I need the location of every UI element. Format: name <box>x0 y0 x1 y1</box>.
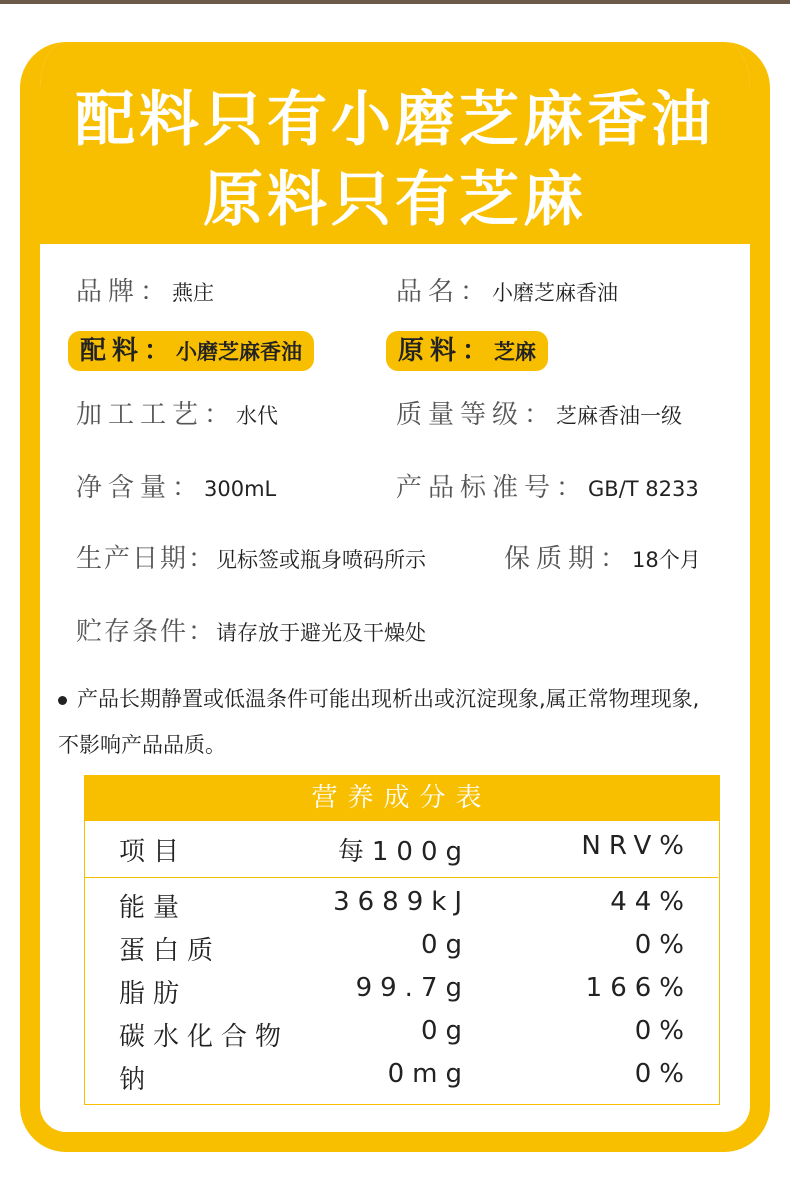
field-value: 芝麻 <box>494 340 537 364</box>
field-value: 芝麻香油一级 <box>556 404 683 428</box>
field-ingredients <box>68 331 314 371</box>
top-divider <box>0 0 790 4</box>
field-label: 净含量： <box>76 473 205 503</box>
field-value: 小磨芝麻香油 <box>176 340 303 364</box>
field-value: 见标签或瓶身喷码所示 <box>216 548 427 572</box>
field-label: 品牌： <box>76 277 173 307</box>
note-text: 产品长期静置或低温条件可能出现析出或沉淀现象,属正常物理现象,不影响产品品质。 <box>58 687 700 757</box>
field-label: 加工工艺： <box>76 400 237 430</box>
row-item: 碳水化合物 <box>119 1022 290 1052</box>
row-per100g: 0g <box>420 930 470 960</box>
header-item: 项目 <box>119 837 188 867</box>
row-per100g: 3689kJ <box>333 887 470 917</box>
field-value: 水代 <box>236 404 279 428</box>
row-item: 蛋白质 <box>119 936 222 966</box>
table-row <box>85 1016 718 1060</box>
field-net-content <box>76 468 276 508</box>
row-per100g: 99.7g <box>355 973 470 1003</box>
storage-note <box>58 676 718 768</box>
row-per100g: 0g <box>420 1016 470 1046</box>
row-per100g: 0mg <box>387 1059 470 1089</box>
field-value: 请存放于避光及干燥处 <box>216 621 427 645</box>
field-grade <box>396 395 682 435</box>
header-per100g: 每100g <box>337 837 470 867</box>
row-nrv: 0% <box>634 1059 692 1089</box>
row-nrv: 44% <box>610 887 692 917</box>
row-nrv: 166% <box>585 973 692 1003</box>
field-production-date <box>76 539 426 579</box>
field-label: 配料： <box>80 336 177 366</box>
header-nrv: NRV% <box>581 831 692 861</box>
row-item: 钠 <box>119 1065 154 1095</box>
field-storage <box>76 612 426 652</box>
field-label: 产品标准号： <box>396 473 589 503</box>
row-nrv: 0% <box>634 930 692 960</box>
row-item: 脂肪 <box>119 979 188 1009</box>
nutrition-table <box>84 775 720 1105</box>
field-value: GB/T 8233 <box>588 477 699 501</box>
headline-raw-material: 原料只有芝麻 <box>203 165 587 235</box>
table-row <box>85 930 718 974</box>
header-banner <box>20 42 770 244</box>
field-label: 保质期： <box>504 544 633 574</box>
bullet-icon <box>58 696 67 705</box>
field-value: 小磨芝麻香油 <box>492 281 619 305</box>
field-label: 品名： <box>396 277 493 307</box>
field-label: 质量等级： <box>396 400 557 430</box>
table-row <box>85 973 718 1017</box>
nutrition-table-title: 营养成分表 <box>84 775 720 821</box>
field-label: 贮存条件： <box>76 617 217 647</box>
field-value: 300mL <box>204 477 277 501</box>
field-standard <box>396 468 699 508</box>
field-label: 原料： <box>398 336 495 366</box>
nutrition-table-header <box>85 821 718 878</box>
field-process <box>76 395 278 435</box>
field-product-name <box>396 272 618 312</box>
field-value: 18个月 <box>632 548 701 572</box>
field-shelf-life <box>504 539 701 579</box>
field-label: 生产日期： <box>76 544 217 574</box>
row-item: 能量 <box>119 893 188 923</box>
field-value: 燕庄 <box>172 281 215 305</box>
field-raw-material <box>386 331 548 371</box>
field-brand <box>76 272 214 312</box>
table-row <box>85 887 718 931</box>
table-row <box>85 1059 718 1103</box>
headline-ingredients: 配料只有小磨芝麻香油 <box>75 85 715 155</box>
row-nrv: 0% <box>634 1016 692 1046</box>
